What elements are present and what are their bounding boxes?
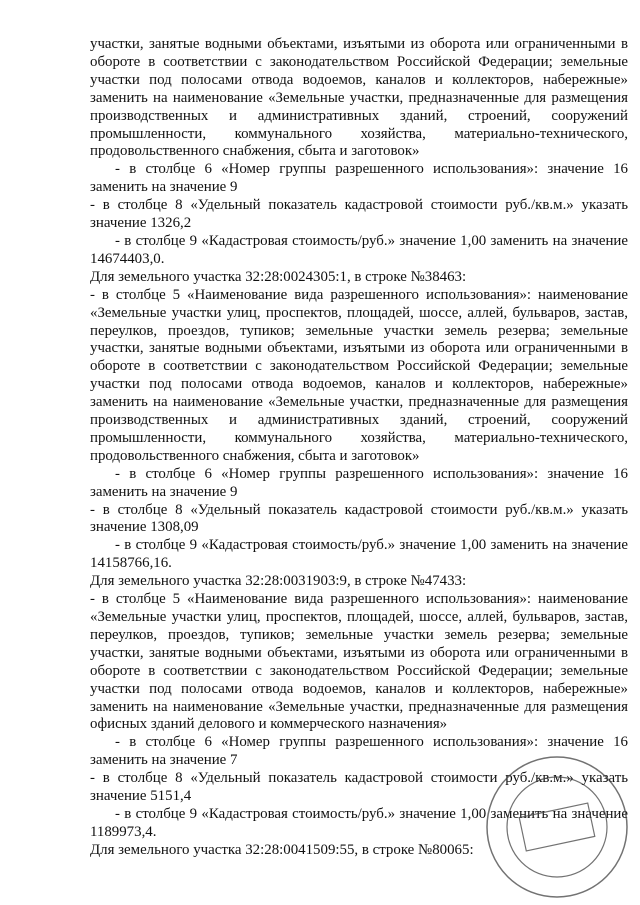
paragraph: участки, занятые водными объектами, изъятыми из оборота или ограниченными в обороте в соответствии с законодательством Российской Федерации; земельные участки под полосами отвода водоемов, каналов и коллекторов, набережные» заменить на наименование «Земельные участки, предназначенные для размещения производственных и административных зданий, строений, сооружений промышленности, коммунального хозяйства, материально-технического, продовольственного снабжения, сбыта и заготовок»	[90, 36, 628, 160]
paragraph: - в столбце 9 «Кадастровая стоимость/руб.» значение 1,00 заменить на значение 14674403,0.	[90, 232, 628, 267]
paragraph: - в столбце 9 «Кадастровая стоимость/руб.» значение 1,00 заменить на значение 1189973,4.	[90, 805, 628, 840]
paragraph: - в столбце 8 «Удельный показатель кадастровой стоимости руб./кв.м.» указать значение 1308,09	[90, 501, 628, 536]
paragraph: - в столбце 6 «Номер группы разрешенного использования»: значение 16 заменить на значение 9	[90, 161, 628, 196]
paragraph: - в столбце 9 «Кадастровая стоимость/руб.» значение 1,00 заменить на значение 14158766,16.	[90, 537, 628, 572]
paragraph: Для земельного участка 32:28:0031903:9, в строке №47433:	[90, 573, 467, 590]
paragraph: - в столбце 8 «Удельный показатель кадастровой стоимости руб./кв.м.» указать значение 5151,4	[90, 770, 628, 805]
paragraph: - в столбце 8 «Удельный показатель кадастровой стоимости руб./кв.м.» указать значение 1326,2	[90, 197, 628, 232]
paragraph: - в столбце 5 «Наименование вида разрешенного использования»: наименование «Земельные участки улиц, проспектов, площадей, шоссе, аллей, бульваров, застав, переулков, проездов, тупиков; земельные участки земель резерва; земельные участки, занятые водными объектами, изъятыми из оборота или ограниченными в обороте в соответствии с законодательством Российской Федерации; земельные участки под полосами отвода водоемов, каналов и коллекторов, набережные» заменить на наименование «Земельные участки, предназначенные для размещения офисных зданий делового и коммерческого назначения»	[90, 591, 628, 733]
paragraph: Для земельного участка 32:28:0041509:55, в строке №80065:	[90, 841, 474, 858]
stamp-seal	[482, 752, 632, 902]
paragraph: Для земельного участка 32:28:0024305:1, в строке №38463:	[90, 268, 467, 285]
paragraph: - в столбце 6 «Номер группы разрешенного использования»: значение 16 заменить на значение 7	[90, 734, 628, 769]
document-body	[90, 36, 628, 860]
paragraph: - в столбце 5 «Наименование вида разрешенного использования»: наименование «Земельные участки улиц, проспектов, площадей, шоссе, аллей, бульваров, застав, переулков, проездов, тупиков; земельные участки земель резерва; земельные участки, занятые водными объектами, изъятыми из оборота или ограниченными в обороте в соответствии с законодательством Российской Федерации; земельные участки под полосами отвода водоемов, каналов и коллекторов, набережные» заменить на наименование «Земельные участки, предназначенные для размещения производственных и административных зданий, строений, сооружений промышленности, коммунального хозяйства, материально-технического, продовольственного снабжения, сбыта и заготовок»	[90, 286, 628, 464]
paragraph: - в столбце 6 «Номер группы разрешенного использования»: значение 16 заменить на значение 9	[90, 465, 628, 500]
